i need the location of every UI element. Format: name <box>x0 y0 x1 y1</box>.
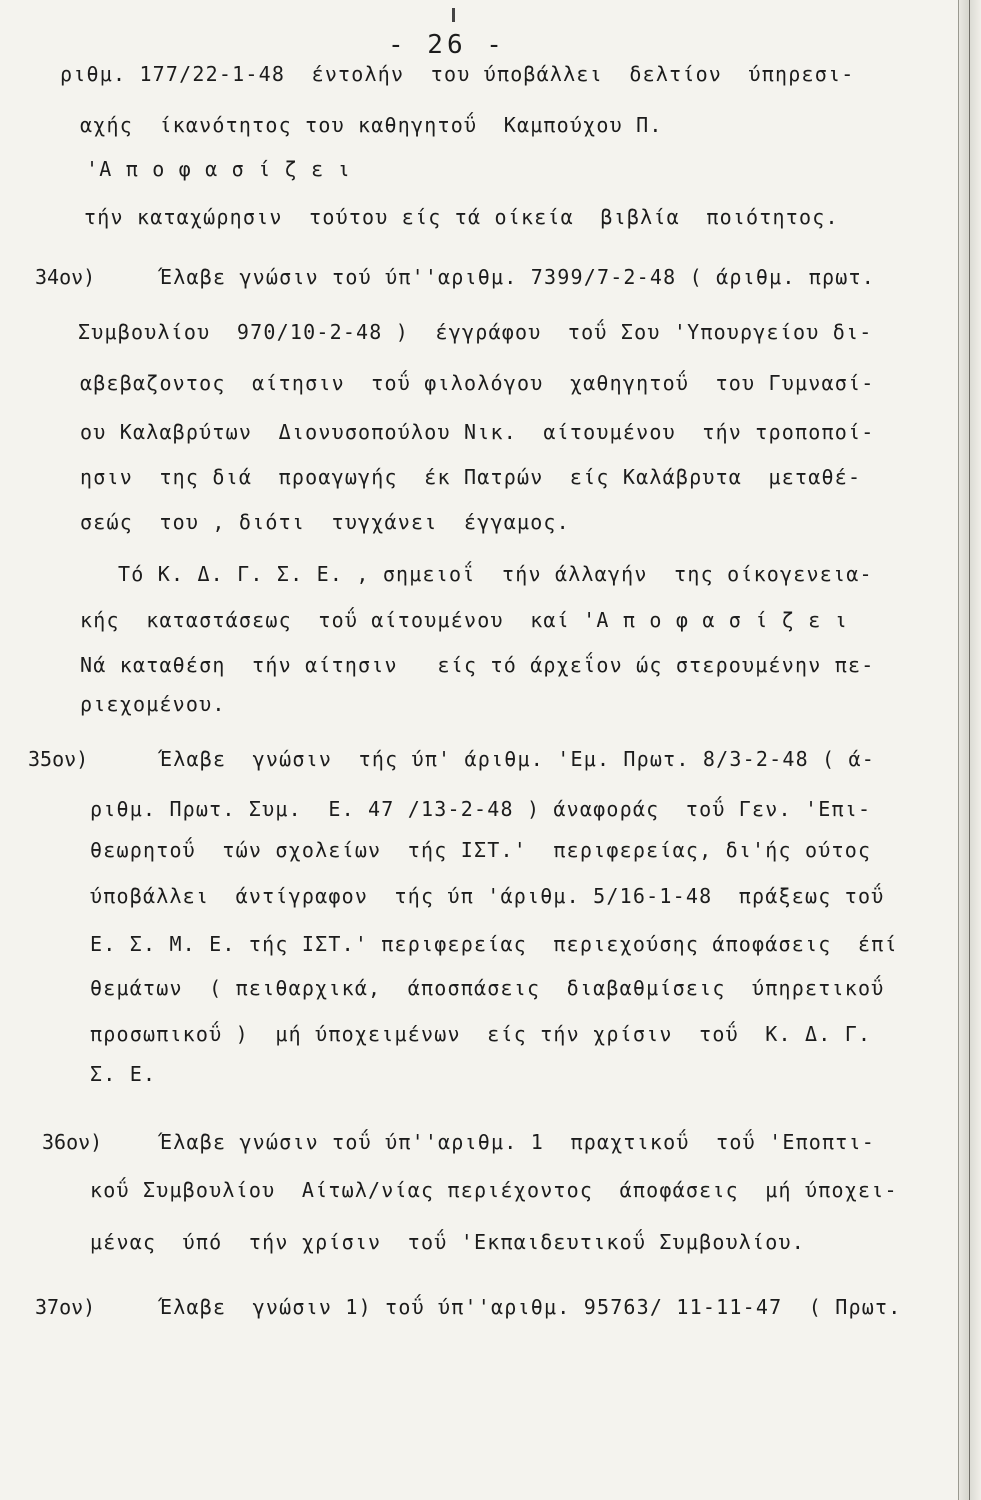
page-edge <box>958 0 981 1500</box>
item-number: 36ον) <box>42 1130 103 1154</box>
text-line: ριεχομένου. <box>80 692 226 716</box>
item-number: 37ον) <box>35 1295 96 1319</box>
text-line: προσωπικοΰ ) μή ύποχειμένων είς τήν χρίσιν τοΰ Κ. Δ. Γ. <box>90 1022 872 1046</box>
item-number: 34ον) <box>35 265 96 289</box>
text-line: αχής ίκανότητος του καθηγητοΰ Καμπούχου Π. <box>80 113 663 137</box>
margin-mark <box>452 8 455 22</box>
text-line: Έλαβε γνώσιν τού ύπ''αριθμ. 7399/7-2-48 ( άριθμ. πρωτ. <box>160 265 876 289</box>
text-line: ησιν της διά προαγωγής έκ Πατρών είς Καλάβρυτα μεταθέ- <box>80 465 862 489</box>
text-line: Ε. Σ. Μ. Ε. τής ΙΣΤ.' περιφερείας περιεχούσης άποφάσεις έπί <box>90 932 898 956</box>
text-line: ου Καλαβρύτων Διονυσοπούλου Νικ. αίτουμένου τήν τροποποί- <box>80 420 875 444</box>
text-line: θεωρητοΰ τών σχολείων τής ΙΣΤ.' περιφερείας, δι'ής ούτος <box>90 838 872 862</box>
text-line: ριθμ. 177/22-1-48 έντολήν του ύποβάλλει δελτίον ύπηρεσι- <box>60 62 855 86</box>
text-line: κής καταστάσεως τοΰ αίτουμένου καί 'Α π ο φ α σ ί ζ ε ι <box>80 608 848 632</box>
text-line: τήν καταχώρησιν τούτου είς τά οίκεία βιβλία ποιότητος. <box>84 205 839 229</box>
text-line: Συμβουλίου 970/10-2-48 ) έγγράφου τοΰ Σου 'Υπουργείου δι- <box>78 320 873 344</box>
text-line: Έλαβε γνώσιν 1) τοΰ ύπ''αριθμ. 95763/ 11-11-47 ( Πρωτ. <box>160 1295 902 1319</box>
text-line: σεώς του , διότι τυγχάνει έγγαμος. <box>80 510 570 534</box>
text-line: μένας ύπό τήν χρίσιν τοΰ 'Εκπαιδευτικοΰ Συμβουλίου. <box>90 1230 806 1254</box>
text-line: Έλαβε γνώσιν τοΰ ύπ''αριθμ. 1 πραχτικοΰ τοΰ 'Εποπτι- <box>160 1130 876 1154</box>
text-line: ριθμ. Πρωτ. Συμ. Ε. 47 /13-2-48 ) άναφοράς τοΰ Γεν. 'Επι- <box>90 797 872 821</box>
page-number: - 26 - <box>388 30 506 60</box>
text-line: Σ. Ε. <box>90 1062 157 1086</box>
text-line: θεμάτων ( πειθαρχικά, άποσπάσεις διαβαθμίσεις ύπηρετικοΰ <box>90 976 885 1000</box>
text-line: κοΰ Συμβουλίου Αίτωλ/νίας περιέχοντος άποφάσεις μή ύποχει- <box>90 1178 898 1202</box>
text-line: Νά καταθέση τήν αίτησιν είς τό άρχεΐον ώς στερουμένην πε- <box>80 653 875 677</box>
item-number: 35ον) <box>28 747 89 771</box>
text-line: αβεβαζοντος αίτησιν τοΰ φιλολόγου χαθηγητοΰ του Γυμνασί- <box>80 371 875 395</box>
text-line: Έλαβε γνώσιν τής ύπ' άριθμ. 'Εμ. Πρωτ. 8/3-2-48 ( ά- <box>160 747 876 771</box>
text-line: ύποβάλλει άντίγραφον τής ύπ 'άριθμ. 5/16-1-48 πράξεως τοΰ <box>90 884 885 908</box>
text-line: Τό Κ. Δ. Γ. Σ. Ε. , σημειοΐ τήν άλλαγήν της οίκογενεια- <box>118 562 873 586</box>
text-line: 'Α π ο φ α σ ί ζ ε ι <box>86 157 351 181</box>
